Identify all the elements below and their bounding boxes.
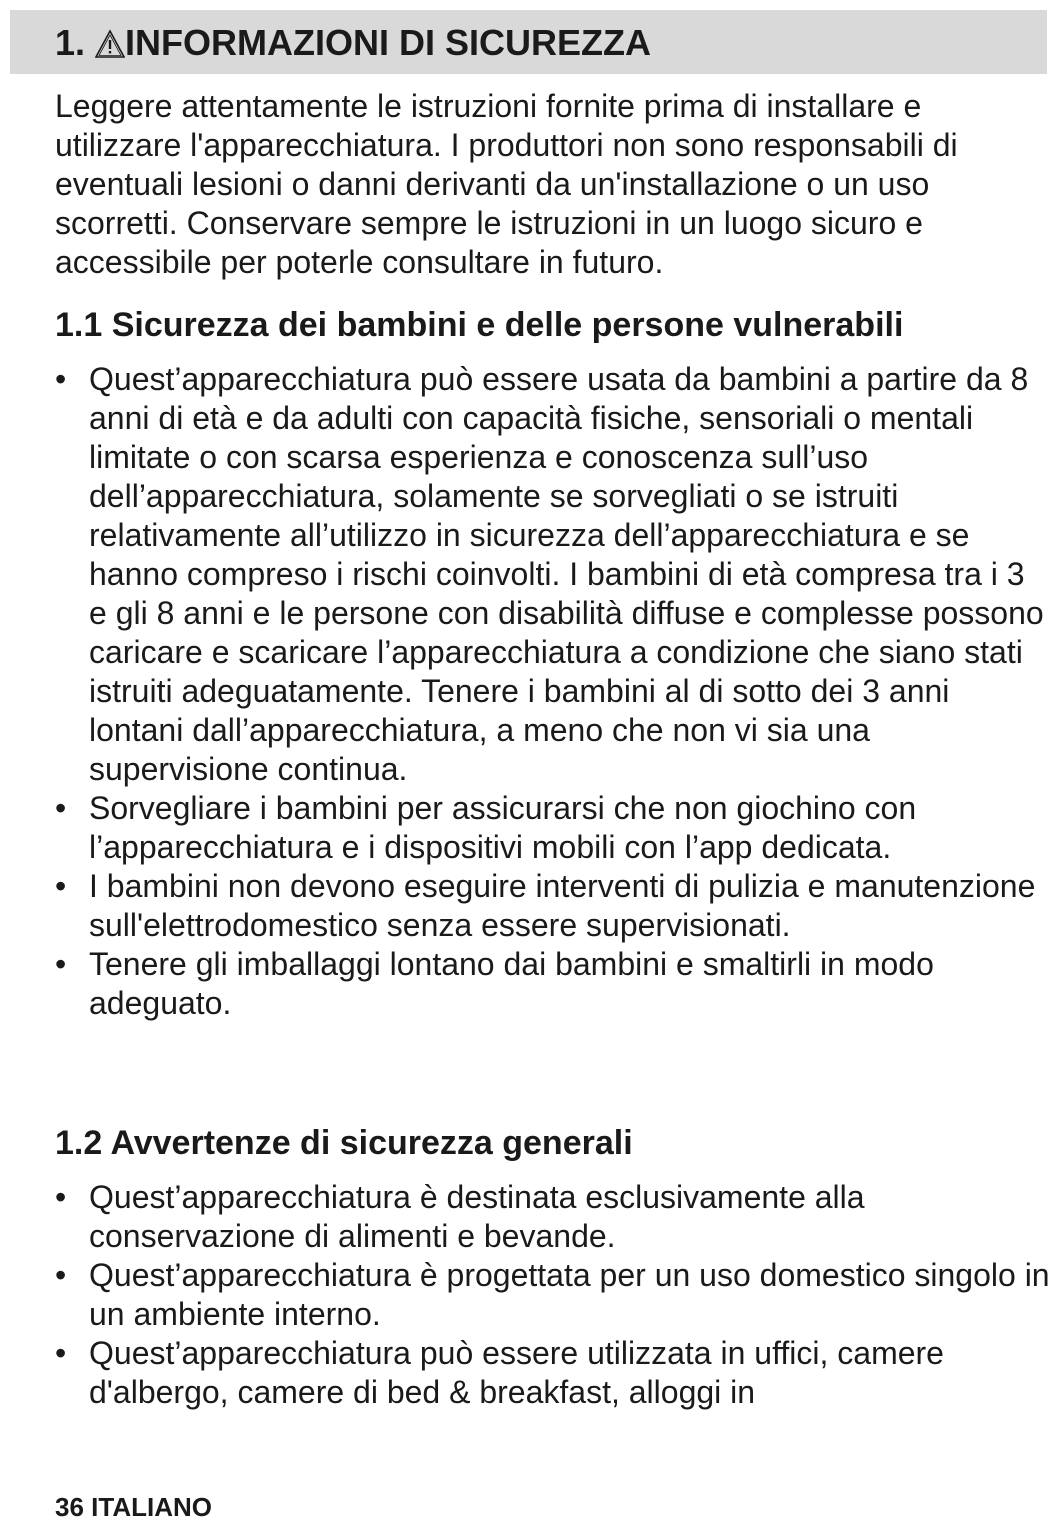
list-item: • Tenere gli imballaggi lontano dai bambini e smaltirli in modo adeguato. bbox=[55, 946, 934, 1021]
subsection-heading-1-1: 1.1 Sicurezza dei bambini e delle persone vulnerabili bbox=[55, 306, 904, 344]
bullet-glyph: • bbox=[55, 1179, 67, 1215]
section-header-bar bbox=[10, 10, 1047, 74]
warning-triangle-icon bbox=[95, 29, 125, 59]
list-item: • Quest’apparecchiatura è destinata esclusivamente alla conservazione di alimenti e bevande. bbox=[55, 1179, 865, 1254]
subsection-heading-1-2: 1.2 Avvertenze di sicurezza generali bbox=[55, 1124, 633, 1162]
bullet-list-1-2 bbox=[55, 1178, 1050, 1412]
list-item: • Quest’apparecchiatura è progettata per un uso domestico singolo in un ambiente interno. bbox=[55, 1257, 1050, 1332]
list-item: • I bambini non devono eseguire interventi di pulizia e manutenzione sull'elettrodomestico senza essere supervisionati. bbox=[55, 868, 1036, 943]
list-item: • Sorvegliare i bambini per assicurarsi che non giochino con l’apparecchiatura e i dispositivi mobili con l’app dedicata. bbox=[55, 790, 917, 865]
bullet-glyph: • bbox=[55, 790, 67, 826]
bullet-list-1-1 bbox=[55, 360, 1050, 1023]
page-footer: 36 ITALIANO bbox=[55, 1492, 212, 1522]
list-item: • Quest’apparecchiatura può essere usata da bambini a partire da 8 anni di età e da adulti con capacità fisiche, sensoriali o mentali limitate o con scarsa esperienza e conoscenza sull’uso dell’apparecchiatura, solamente se sorvegliati o se istruiti relativamente all’utilizzo in sicurezza dell’apparecchiatura e se hanno compreso i rischi coinvolti. I bambini di età compresa tra i 3 e gli 8 anni e le persone con disabilità diffuse e complesse possono caricare e scaricare l’apparecchiatura a condizione che siano stati istruiti adeguatamente. Tenere i bambini al di sotto dei 3 anni lontani dall’apparecchiatura, a meno che non vi sia una supervisione continua. bbox=[55, 361, 1044, 787]
bullet-glyph: • bbox=[55, 868, 67, 904]
section-number: 1. bbox=[55, 22, 86, 63]
intro-paragraph: Leggere attentamente le istruzioni fornite prima di installare e utilizzare l'apparecchiatura. I produttori non sono responsabili di eventuali lesioni o danni derivanti da un'installazione o un uso scorretti. Conservare sempre le istruzioni in un luogo sicuro e accessibile per poterle consultare in futuro. bbox=[55, 88, 958, 280]
section-title-text: INFORMAZIONI DI SICUREZZA bbox=[125, 22, 652, 63]
bullet-glyph: • bbox=[55, 1257, 67, 1293]
list-item: • Quest’apparecchiatura può essere utilizzata in uffici, camere d'albergo, camere di bed & breakfast, alloggi in bbox=[55, 1335, 944, 1410]
bullet-glyph: • bbox=[55, 946, 67, 982]
section-title bbox=[55, 24, 651, 62]
bullet-glyph: • bbox=[55, 361, 67, 397]
bullet-glyph: • bbox=[55, 1335, 67, 1371]
